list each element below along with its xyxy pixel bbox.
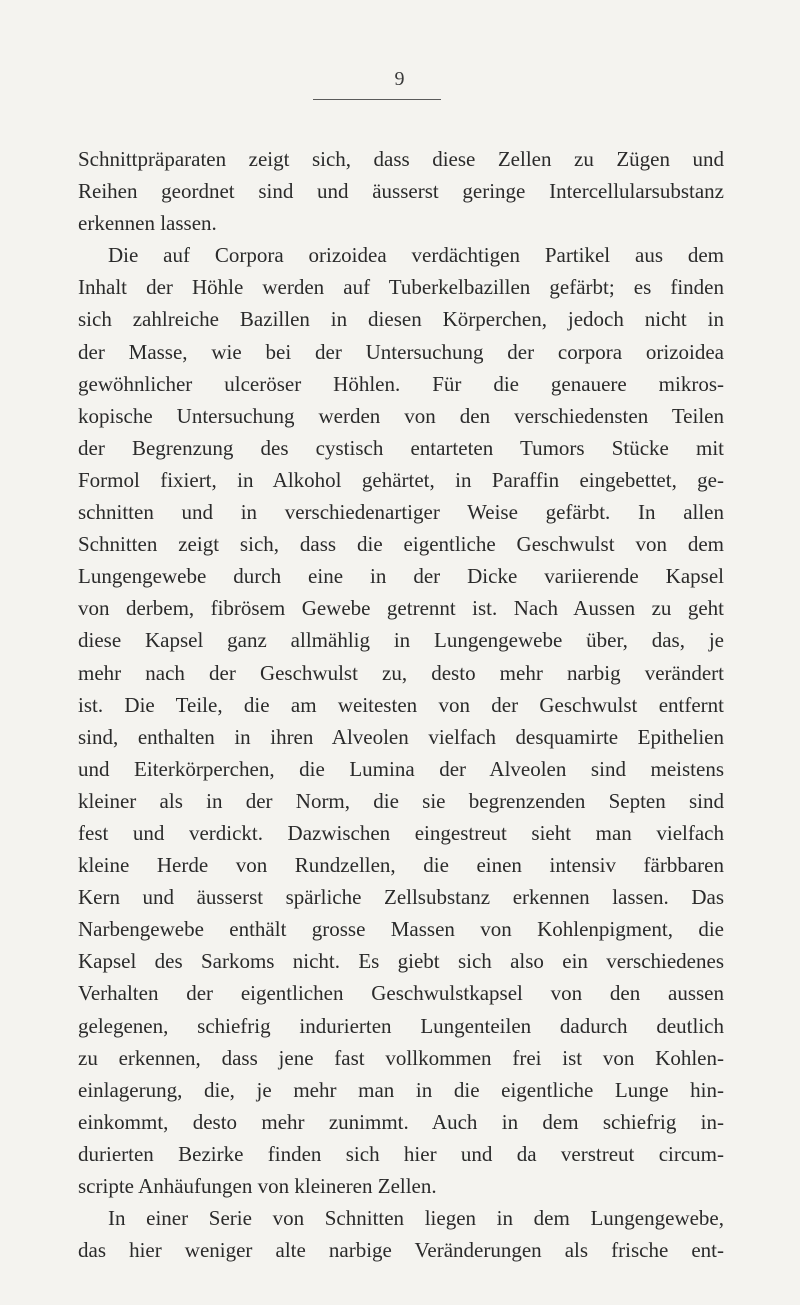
header-rule (313, 99, 441, 100)
text-line: und Eiterkörperchen, die Lumina der Alveolen sind meistens (78, 756, 724, 781)
text-line: Reihen geordnet sind und äusserst geringe Intercellularsubstanz (78, 179, 724, 204)
text-line: ist. Die Teile, die am weitesten von der Geschwulst entfernt (78, 692, 724, 717)
text-line: scripte Anhäufungen von kleineren Zellen. (78, 1174, 437, 1198)
text-line: schnitten und in verschiedenartiger Weise gefärbt. In allen (78, 500, 724, 525)
text-line: Die auf Corpora orizoidea verdächtigen Partikel aus dem (108, 243, 724, 268)
text-line: Formol fixiert, in Alkohol gehärtet, in Paraffin eingebettet, ge- (78, 467, 724, 492)
text-line: gelegenen, schiefrig indurierten Lungenteilen dadurch deutlich (78, 1013, 724, 1038)
text-line: erkennen lassen. (78, 211, 217, 236)
text-line: Schnitten zeigt sich, dass die eigentliche Geschwulst von dem (78, 532, 724, 557)
text-line: kleiner als in der Norm, die sie begrenzenden Septen sind (78, 788, 724, 813)
text-line: von derbem, fibrösem Gewebe getrennt ist. Nach Aussen zu geht (78, 596, 724, 621)
text-line: In einer Serie von Schnitten liegen in dem Lungengewebe, (108, 1206, 724, 1231)
text-line: einkommt, desto mehr zunimmt. Auch in dem schiefrig in- (78, 1109, 724, 1134)
text-line: kleine Herde von Rundzellen, die einen intensiv färbbaren (78, 853, 724, 878)
body-text (78, 143, 724, 1266)
text-line: zu erkennen, dass jene fast vollkommen frei ist von Kohlen- (78, 1045, 724, 1070)
text-line: Verhalten der eigentlichen Geschwulstkapsel von den aussen (78, 981, 724, 1006)
text-line: der Masse, wie bei der Untersuchung der corpora orizoidea (78, 339, 724, 364)
text-line: Kapsel des Sarkoms nicht. Es giebt sich also ein verschiedenes (78, 949, 724, 974)
text-line: das hier weniger alte narbige Veränderungen als frische ent- (78, 1238, 724, 1263)
text-line: fest und verdickt. Dazwischen eingestreut sieht man vielfach (78, 820, 724, 845)
text-line: Lungengewebe durch eine in der Dicke variierende Kapsel (78, 564, 724, 589)
text-line: gewöhnlicher ulceröser Höhlen. Für die genauere mikros- (78, 371, 724, 396)
text-line: mehr nach der Geschwulst zu, desto mehr narbig verändert (78, 660, 724, 685)
text-line: einlagerung, die, je mehr man in die eigentliche Lunge hin- (78, 1077, 724, 1102)
text-line: Inhalt der Höhle werden auf Tuberkelbazillen gefärbt; es finden (78, 275, 724, 300)
text-line: Schnittpräparaten zeigt sich, dass diese Zellen zu Zügen und (78, 147, 724, 171)
text-line: sich zahlreiche Bazillen in diesen Körperchen, jedoch nicht in (78, 307, 724, 332)
text-line: Kern und äusserst spärliche Zellsubstanz erkennen lassen. Das (78, 885, 724, 910)
text-line: diese Kapsel ganz allmählig in Lungengewebe über, das, je (78, 628, 724, 653)
text-line: sind, enthalten in ihren Alveolen vielfach desquamirte Epithelien (78, 724, 724, 749)
text-line: Narbengewebe enthält grosse Massen von Kohlenpigment, die (78, 917, 724, 942)
text-line: durierten Bezirke finden sich hier und da verstreut circum- (78, 1141, 724, 1166)
page-number: 9 (394, 68, 406, 90)
text-line: der Begrenzung des cystisch entarteten Tumors Stücke mit (78, 435, 724, 460)
text-line: kopische Untersuchung werden von den verschiedensten Teilen (78, 403, 724, 428)
